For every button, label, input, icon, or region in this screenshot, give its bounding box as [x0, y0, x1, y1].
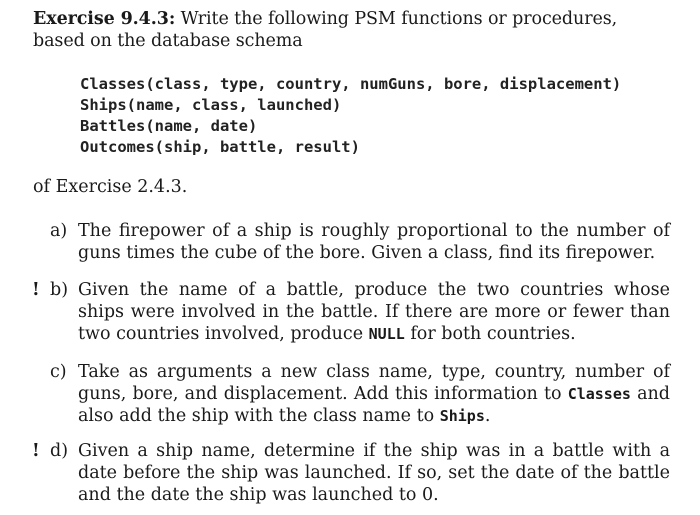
- item-marker: b): [50, 280, 69, 300]
- exercise-intro-text: Write the following PSM functions or procedures, based on the database schema: [33, 9, 618, 51]
- exercise-reference: of Exercise 2.4.3.: [33, 177, 188, 197]
- item-marker: a): [50, 221, 68, 241]
- item-text-run: Given the name of a battle, produce the two countries whose ships were involved in the battle. If there are more or fewer than two countries involved, produce: [78, 280, 670, 344]
- item-text-run: and also add the ship with the class name to: [78, 384, 670, 426]
- difficulty-mark: !: [32, 441, 40, 461]
- item-text-run: for both countries.: [404, 324, 576, 344]
- item-text: [78, 220, 670, 264]
- code-term: NULL: [368, 325, 405, 343]
- item-marker: c): [50, 362, 67, 382]
- code-term: Classes: [567, 385, 631, 403]
- item-marker: d): [50, 441, 69, 461]
- item-text-run: Take as arguments a new class name, type, country, number of guns, bore, and displacement. Add this information to: [78, 362, 670, 404]
- code-term: Ships: [439, 407, 485, 425]
- item-text: [78, 440, 670, 506]
- item-text-run: Given a ship name, determine if the ship was in a battle with a date before the ship was launched. If so, set the date of the battle and the date the ship was launched to 0.: [78, 441, 670, 505]
- item-text-run: The firepower of a ship is roughly proportional to the number of guns times the cube of the bore. Given a class, find its firepower.: [78, 221, 670, 263]
- schema-line-battles: Battles(name, date): [80, 117, 258, 135]
- item-text: [78, 361, 670, 427]
- difficulty-mark: !: [32, 280, 40, 300]
- schema-block: [80, 74, 621, 158]
- item-text: [78, 279, 670, 345]
- exercise-title: Exercise 9.4.3:: [33, 9, 176, 29]
- schema-line-ships: Ships(name, class, launched): [80, 96, 342, 114]
- item-text-run: .: [484, 406, 491, 426]
- exercise-intro: [33, 8, 673, 52]
- schema-line-classes: Classes(class, type, country, numGuns, bore, displacement): [80, 75, 622, 93]
- schema-line-outcomes: Outcomes(ship, battle, result): [80, 138, 360, 156]
